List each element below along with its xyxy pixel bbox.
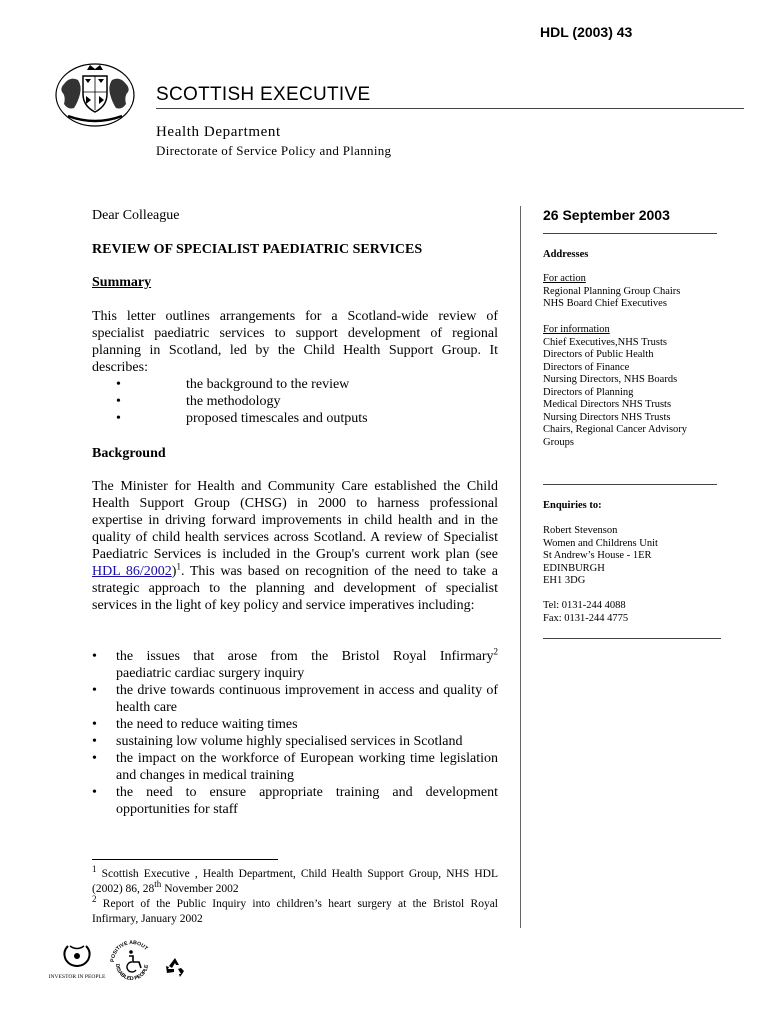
list-item: • the drive towards continuous improvement in access and quality of health care (92, 683, 498, 715)
addresses-heading: Addresses (543, 249, 589, 260)
issues-list (92, 648, 498, 818)
list-item: Medical Directors NHS Trusts (543, 399, 672, 410)
list-item: • the need to reduce waiting times (92, 717, 298, 732)
list-item-text: the methodology (186, 394, 281, 409)
letter-date: 26 September 2003 (543, 207, 670, 223)
recycle-icon (164, 956, 186, 978)
background-paragraph: The Minister for Health and Community Care established the Child Health Support Group (CHSG) in 2000 to harness professional expertise in driving forward improvements in child health and in the quality of child health services across Scotland. A review of Specialist Paediatric Services is included in the Group's current work plan (see HDL 86/2002)$^1$. This was based on recognition of the need to take a strategic approach to the planning and development of specialist services in the light of key policy and service imperatives including: (92, 479, 498, 613)
sidebar-divider (543, 484, 717, 485)
fax: Fax: 0131-244 4775 (543, 612, 629, 624)
letter-title: REVIEW OF SPECIALIST PAEDIATRIC SERVICES (92, 242, 423, 257)
list-item: Chairs, Regional Cancer Advisory Groups (543, 424, 688, 448)
footnote-1: $^1$ Scottish Executive , Health Department, Child Health Support Group, NHS HDL (2002) 86, 28th November 2002 (92, 864, 499, 895)
for-information-block (543, 324, 713, 449)
footnote-ref: 1 (176, 561, 181, 572)
list-item: • sustaining low volume highly specialised services in Scotland (92, 734, 463, 749)
list-item: Directors of Finance (543, 361, 630, 373)
contact-line: EH1 3DG (543, 575, 586, 586)
document-reference: HDL (2003) 43 (540, 24, 633, 40)
for-action-block (543, 273, 733, 311)
summary-paragraph: This letter outlines arrangements for a Scotland-wide review of specialist paediatric services to support development of regional planning in Scotland, led by the Child Health Support Group. It describes: (92, 309, 498, 375)
coat-of-arms-icon (54, 62, 136, 128)
list-item: • the need to ensure appropriate training and development opportunities for staff (92, 785, 498, 817)
column-divider (520, 206, 521, 928)
contact-line: Women and Childrens Unit (543, 537, 658, 549)
list-item: • the impact on the workforce of European working time legislation and changes in medical training (92, 751, 498, 783)
organisation-name: SCOTTISH EXECUTIVE (156, 84, 371, 105)
list-item: NHS Board Chief Executives (543, 298, 667, 309)
telephone: Tel: 0131-244 4088 (543, 600, 626, 611)
list-item-text: the background to the review (186, 377, 350, 392)
for-information-label: For information (543, 324, 610, 335)
list-item-text: proposed timescales and outputs (186, 411, 368, 426)
department-name: Health Department (156, 124, 281, 140)
sidebar-divider (543, 638, 721, 639)
list-item: Directors of Public Health (543, 349, 654, 360)
list-item: Regional Planning Group Chairs (543, 285, 681, 297)
list-item: • the background to the review (116, 377, 350, 392)
contact-name: Robert Stevenson (543, 525, 618, 536)
list-item: Nursing Directors NHS Trusts (543, 411, 671, 423)
for-action-label: For action (543, 273, 586, 284)
investor-in-people-logo-icon (46, 942, 108, 982)
list-item: Directors of Planning (543, 386, 634, 398)
background-heading: Background (92, 446, 166, 461)
salutation: Dear Colleague (92, 208, 180, 223)
contact-line: St Andrew’s House - 1ER (543, 550, 652, 561)
footnote-divider (92, 859, 278, 860)
sidebar-divider (543, 233, 717, 234)
contact-block (543, 525, 733, 588)
contact-line: EDINBURGH (543, 562, 605, 574)
list-item: • proposed timescales and outputs (116, 411, 368, 426)
directorate-name: Directorate of Service Policy and Planning (156, 143, 392, 158)
header-divider (156, 108, 744, 109)
list-item: Nursing Directors, NHS Boards (543, 374, 678, 385)
contact-phone-block (543, 600, 733, 625)
summary-heading: Summary (92, 275, 152, 290)
footnote-2: $^2$ Report of the Public Inquiry into children’s heart surgery at the Bristol Royal Infirmary, January 2002 (92, 894, 499, 925)
hdl-link[interactable]: HDL 86/2002 (92, 564, 172, 579)
svg-text:DISABLED PEOPLE: DISABLED PEOPLE (113, 963, 151, 982)
summary-list (92, 376, 498, 427)
footnote-ref: 2 (493, 646, 498, 657)
list-item: • the methodology (116, 394, 281, 409)
list-item: • the issues that arose from the Bristol Royal Infirmary$^2$ paediatric cardiac surgery inquiry (92, 646, 498, 681)
list-item: Chief Executives,NHS Trusts (543, 336, 667, 348)
disability-symbol-icon (108, 940, 156, 982)
svg-text:INVESTOR IN PEOPLE: INVESTOR IN PEOPLE (48, 974, 106, 980)
svg-text:POSITIVE ABOUT: POSITIVE ABOUT (109, 940, 149, 963)
enquiries-heading: Enquiries to: (543, 500, 602, 511)
